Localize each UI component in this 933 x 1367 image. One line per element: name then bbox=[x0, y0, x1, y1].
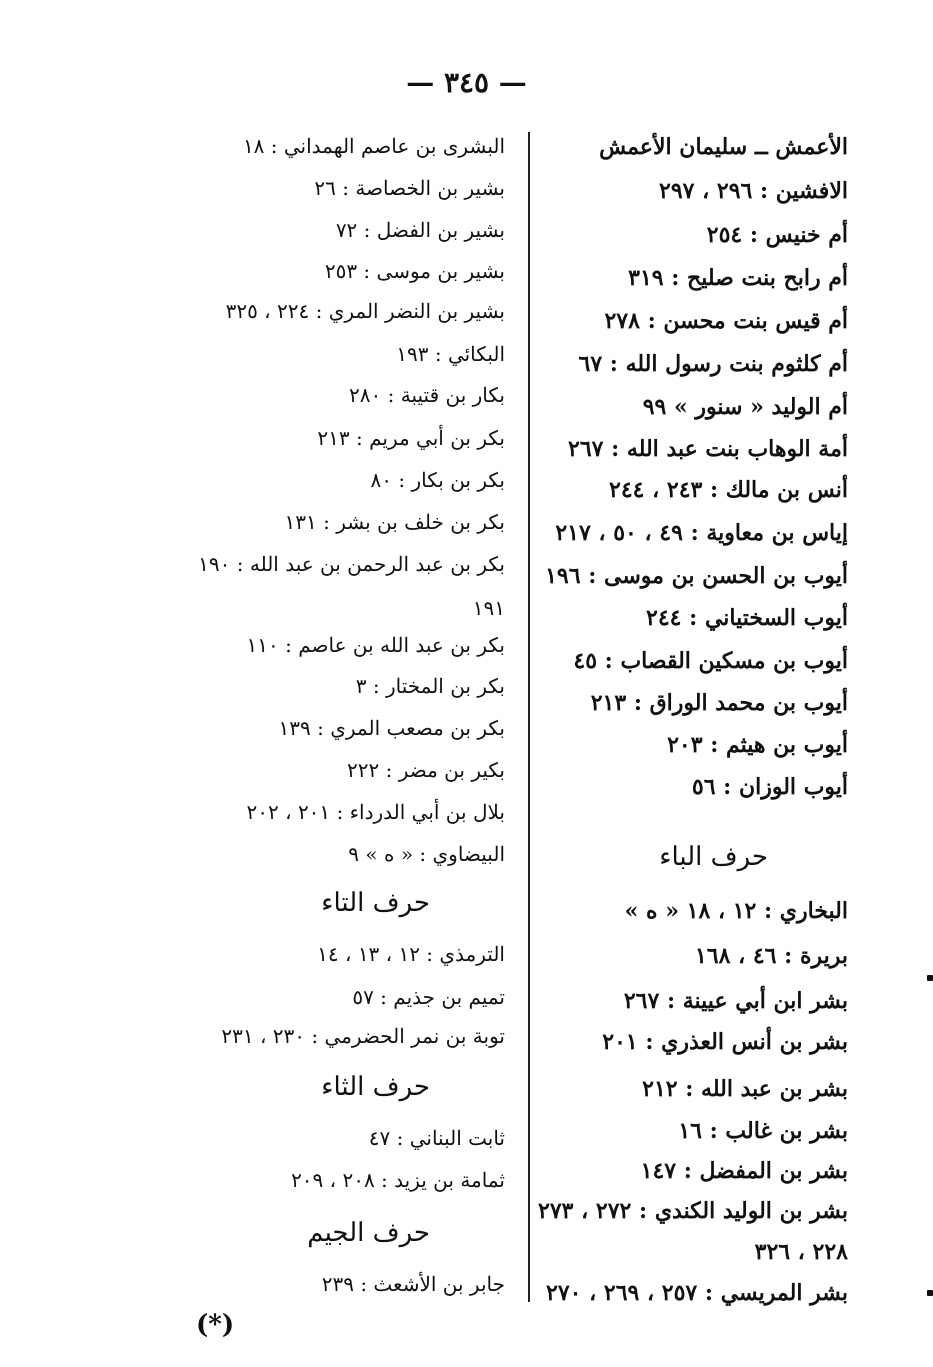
index-entry: جابر بن الأشعث : ٢٣٩ bbox=[321, 1272, 505, 1296]
index-entry: بكر بن بكار : ٨٠ bbox=[370, 468, 505, 492]
index-entry: ١٩١ bbox=[472, 596, 505, 620]
index-entry: بشير بن الخصاصة : ٢٦ bbox=[314, 176, 505, 200]
index-entry: بشر بن الوليد الكندي : ٢٧٢ ، ٢٧٣ bbox=[538, 1198, 848, 1224]
index-entry: ثابت البناني : ٤٧ bbox=[368, 1126, 505, 1150]
index-entry: أيوب بن الحسن بن موسى : ١٩٦ bbox=[545, 563, 848, 589]
index-entry: ثمامة بن يزيد : ٢٠٨ ، ٢٠٩ bbox=[291, 1168, 505, 1192]
index-entry: توبة بن نمر الحضرمي : ٢٣٠ ، ٢٣١ bbox=[221, 1024, 505, 1048]
index-entry: أم خنيس : ٢٥٤ bbox=[706, 222, 848, 248]
index-entry: أم الوليد « سنور » ٩٩ bbox=[642, 394, 848, 420]
page-number: — ٣٤٥ — bbox=[406, 66, 527, 99]
index-entry: البخاري : ١٢ ، ١٨ « ه » bbox=[624, 898, 848, 924]
section-heading-tha: حرف الثاء bbox=[321, 1072, 430, 1102]
index-entry: بكار بن قتيبة : ٢٨٠ bbox=[349, 383, 505, 407]
index-entry: بشير بن النضر المري : ٢٢٤ ، ٣٢٥ bbox=[225, 299, 505, 323]
index-entry: الأعمش ــ سليمان الأعمش bbox=[599, 134, 848, 160]
index-entry: بشير بن الفضل : ٧٢ bbox=[335, 218, 505, 242]
scan-mark bbox=[927, 975, 933, 981]
index-entry: الترمذي : ١٢ ، ١٣ ، ١٤ bbox=[317, 942, 505, 966]
index-entry: بكر بن مصعب المري : ١٣٩ bbox=[278, 716, 505, 740]
index-entry: بشر ابن أبي عيينة : ٢٦٧ bbox=[623, 988, 848, 1014]
scan-mark bbox=[927, 1290, 933, 1296]
footer-signature-mark: (*) bbox=[196, 1310, 235, 1340]
index-entry: الافشين : ٢٩٦ ، ٢٩٧ bbox=[659, 178, 848, 204]
index-entry: أم قيس بنت محسن : ٢٧٨ bbox=[604, 308, 848, 334]
index-entry: أم كلثوم بنت رسول الله : ٦٧ bbox=[578, 351, 848, 377]
section-heading-ta: حرف التاء bbox=[321, 888, 430, 918]
index-entry: بريرة : ٤٦ ، ١٦٨ bbox=[694, 943, 848, 969]
index-entry: البيضاوي : « ه » ٩ bbox=[348, 842, 505, 866]
index-entry: أيوب بن مسكين القصاب : ٤٥ bbox=[573, 648, 848, 674]
index-entry: أيوب بن هيثم : ٢٠٣ bbox=[667, 732, 848, 758]
index-entry: بكر بن المختار : ٣ bbox=[355, 674, 505, 698]
index-entry: بكير بن مضر : ٢٢٢ bbox=[347, 758, 505, 782]
index-entry: ٢٢٨ ، ٣٢٦ bbox=[754, 1239, 848, 1265]
index-entry: أيوب الوزان : ٥٦ bbox=[691, 774, 848, 800]
index-entry: بكر بن أبي مريم : ٢١٣ bbox=[317, 426, 505, 450]
section-heading-jim: حرف الجيم bbox=[307, 1218, 430, 1248]
index-entry: أيوب السختياني : ٢٤٤ bbox=[646, 605, 848, 631]
column-divider bbox=[528, 132, 530, 1302]
index-entry: أنس بن مالك : ٢٤٣ ، ٢٤٤ bbox=[609, 477, 848, 503]
index-entry: أمة الوهاب بنت عبد الله : ٢٦٧ bbox=[568, 436, 848, 462]
index-entry: البشرى بن عاصم الهمداني : ١٨ bbox=[242, 134, 505, 158]
index-entry: إياس بن معاوية : ٤٩ ، ٥٠ ، ٢١٧ bbox=[555, 520, 848, 546]
index-entry: أيوب بن محمد الوراق : ٢١٣ bbox=[590, 690, 848, 716]
index-entry: بشر بن غالب : ١٦ bbox=[678, 1118, 848, 1144]
index-entry: أم رابح بنت صليح : ٣١٩ bbox=[628, 265, 848, 291]
index-entry: تميم بن جذيم : ٥٧ bbox=[352, 985, 505, 1009]
index-entry: بكر بن عبد الرحمن بن عبد الله : ١٩٠ bbox=[198, 552, 505, 576]
index-entry: بشر بن أنس العذري : ٢٠١ bbox=[602, 1029, 848, 1055]
index-entry: بشر بن المفضل : ١٤٧ bbox=[640, 1158, 848, 1184]
index-entry: البكائي : ١٩٣ bbox=[396, 342, 505, 366]
index-entry: بكر بن عبد الله بن عاصم : ١١٠ bbox=[246, 633, 505, 657]
index-entry: بلال بن أبي الدرداء : ٢٠١ ، ٢٠٢ bbox=[246, 800, 505, 824]
index-entry: بشر المريسي : ٢٥٧ ، ٢٦٩ ، ٢٧٠ bbox=[546, 1280, 848, 1306]
index-entry: بشير بن موسى : ٢٥٣ bbox=[324, 259, 505, 283]
section-heading-ba: حرف الباء bbox=[659, 842, 768, 872]
index-entry: بكر بن خلف بن بشر : ١٣١ bbox=[284, 510, 505, 534]
index-entry: بشر بن عبد الله : ٢١٢ bbox=[642, 1076, 848, 1102]
